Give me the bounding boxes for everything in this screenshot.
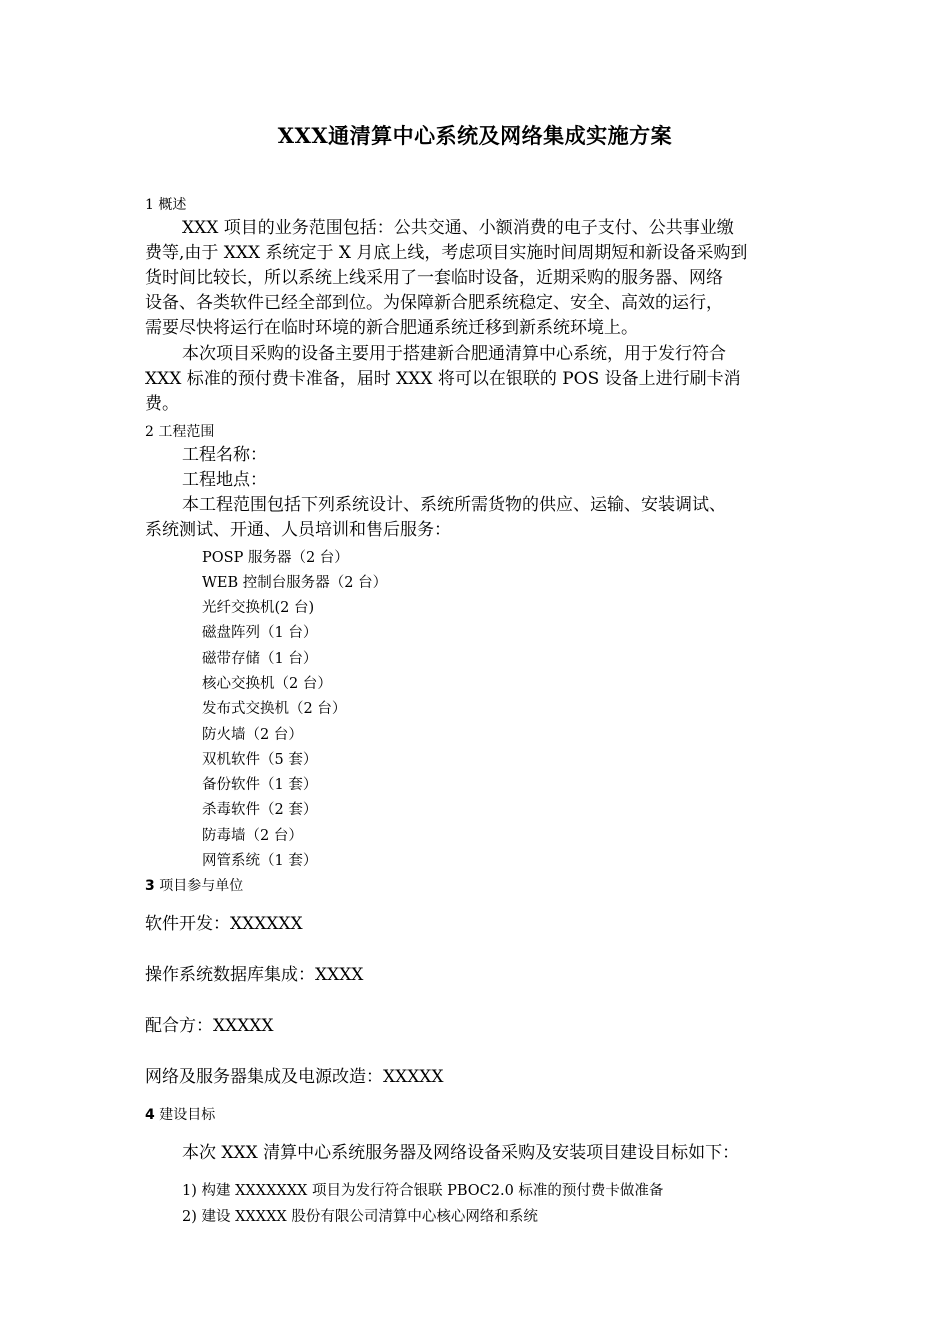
scope-list-item: WEB 控制台服务器（2 台） [202,575,388,591]
scope-list-item: 磁带存储（1 台） [202,651,318,667]
scope-list-item: 核心交换机（2 台） [202,676,332,692]
overview-para1-line: XXX 项目的业务范围包括：公共交通、小额消费的电子支付、公共事业缴 [182,218,734,238]
overview-para1-line: 货时间比较长，所以系统上线采用了一套临时设备，近期采购的服务器、网络 [145,268,723,288]
scope-line: 系统测试、开通、人员培训和售后服务： [145,520,451,540]
overview-para2-line: 本次项目采购的设备主要用于搭建新合肥通清算中心系统，用于发行符合 [182,344,726,364]
goals-intro: 本次 XXX 清算中心系统服务器及网络设备采购及安装项目建设目标如下： [182,1143,740,1163]
scope-list-item: 防毒墙（2 台） [202,828,303,844]
overview-para2-line: 费。 [145,394,179,414]
scope-list-item: 磁盘阵列（1 台） [202,625,318,641]
participant-entry: 软件开发：XXXXXX [145,914,303,934]
scope-list-item: POSP 服务器（2 台） [202,550,349,566]
goal-item: 2) 建设 XXXXX 股份有限公司清算中心核心网络和系统 [182,1209,538,1225]
scope-list-item: 网管系统（1 套） [202,853,318,869]
scope-list-item: 双机软件（5 套） [202,752,318,768]
participant-entry: 操作系统数据库集成：XXXX [145,965,364,985]
section-number: 3 [145,878,155,894]
scope-list-item: 光纤交换机(2 台) [202,600,315,616]
scope-list-item: 杀毒软件（2 套） [202,802,318,818]
scope-line: 本工程范围包括下列系统设计、系统所需货物的供应、运输、安装调试、 [182,495,726,515]
overview-para2-line: XXX 标准的预付费卡准备，届时 XXX 将可以在银联的 POS 设备上进行刷卡消 [145,369,741,389]
project-location-label: 工程地点： [182,470,267,490]
section-heading-text: 建设目标 [159,1107,216,1123]
overview-para1-line: 费等,由于 XXX 系统定于 X 月底上线，考虑项目实施时间周期短和新设备采购到 [145,243,748,263]
overview-para1-line: 设备、各类软件已经全部到位。为保障新合肥系统稳定、安全、高效的运行， [145,293,723,313]
section-heading-participants [145,876,243,896]
participant-entry: 网络及服务器集成及电源改造：XXXXX [145,1067,444,1087]
scope-list-item: 防火墙（2 台） [202,727,303,743]
section-heading-goals [145,1105,215,1125]
scope-list-item: 发布式交换机（2 台） [202,701,347,717]
participant-entry: 配合方：XXXXX [145,1016,274,1036]
goal-item: 1) 构建 XXXXXXX 项目为发行符合银联 PBOC2.0 标准的预付费卡做准备 [182,1183,664,1199]
scope-list-item: 备份软件（1 套） [202,777,318,793]
document-title: XXX通清算中心系统及网络集成实施方案 [277,123,673,148]
overview-para1-line: 需要尽快将运行在临时环境的新合肥通系统迁移到新系统环境上。 [145,318,638,338]
section-heading-scope: 2 工程范围 [145,424,215,440]
section-number: 4 [145,1107,155,1123]
section-heading-text: 项目参与单位 [159,878,244,894]
section-heading-overview: 1 概述 [145,197,187,213]
project-name-label: 工程名称： [182,445,267,465]
